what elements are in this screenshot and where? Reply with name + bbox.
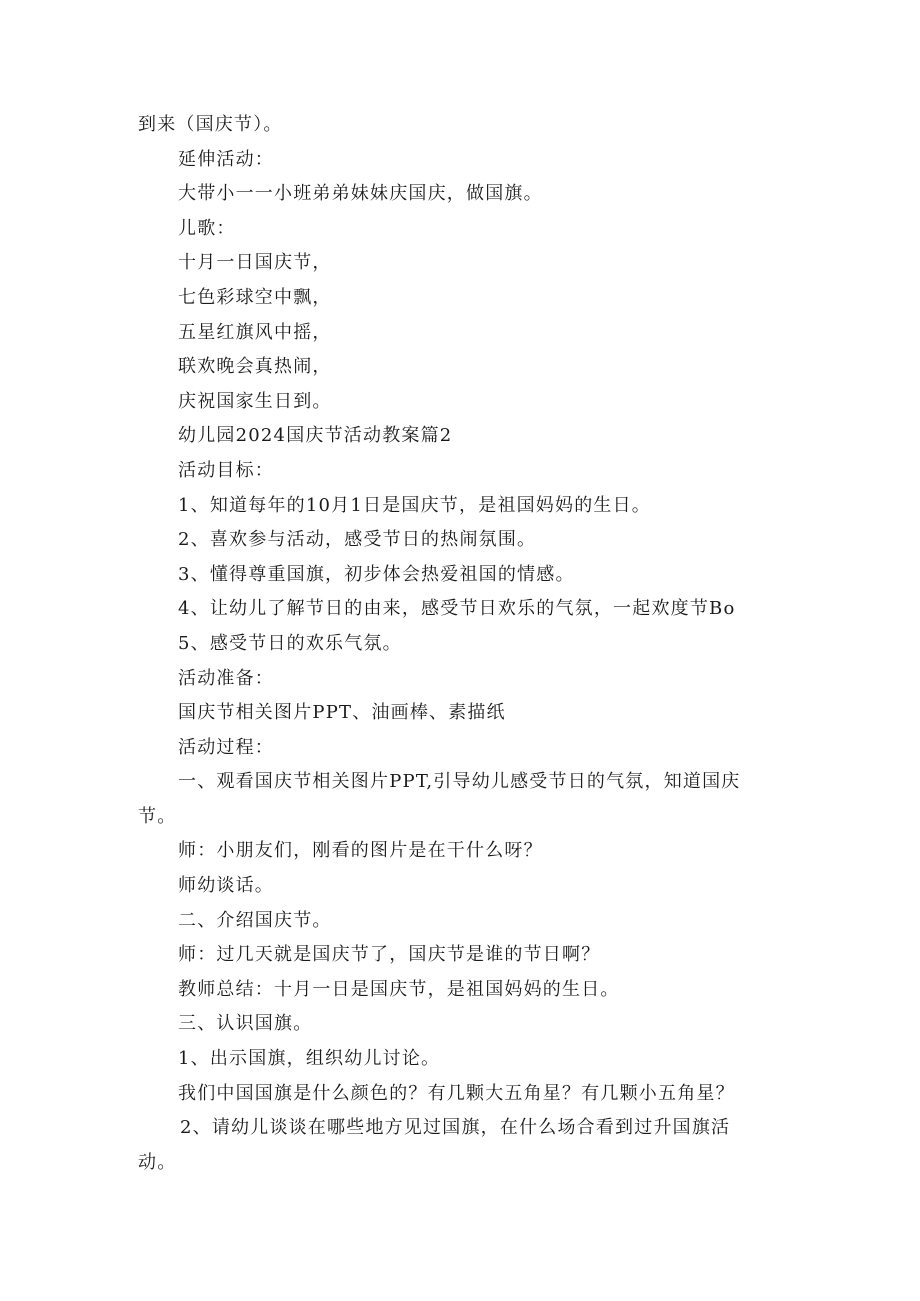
list-item: 2、请幼儿谈谈在哪些地方见过国旗，在什么场合看到过升国旗活 xyxy=(180,1117,731,1139)
list-item: 4、让幼儿了解节日的由来，感受节日欢乐的气氛，一起欢度节Bo xyxy=(178,598,736,620)
paragraph-line: 我们中国国旗是什么颜色的？有几颗大五角星？有几颗小五角星？ xyxy=(178,1082,735,1104)
document-body xyxy=(0,108,920,1180)
section-heading: 延伸活动： xyxy=(178,148,274,170)
article-title: 幼儿园2024国庆节活动教案篇2 xyxy=(178,425,453,447)
paragraph-line: 节。 xyxy=(138,805,177,827)
list-item: 1、知道每年的10月1日是国庆节，是祖国妈妈的生日。 xyxy=(178,494,652,516)
paragraph-line: 动。 xyxy=(138,1151,177,1173)
section-heading: 儿歌： xyxy=(178,217,236,239)
section-heading: 活动目标： xyxy=(178,459,274,481)
paragraph-line: 大带小一一小班弟弟妹妹庆国庆，做国旗。 xyxy=(178,183,543,205)
section-heading: 活动过程： xyxy=(178,736,274,758)
list-item: 3、懂得尊重国旗，初步体会热爱祖国的情感。 xyxy=(178,563,575,585)
poem-line: 庆祝国家生日到。 xyxy=(178,390,332,412)
poem-line: 五星红旗风中摇， xyxy=(178,321,332,343)
paragraph-line: 师：过几天就是国庆节了，国庆节是谁的节日啊？ xyxy=(178,944,601,966)
paragraph-line: 一、观看国庆节相关图片PPT,引导幼儿感受节日的气氛，知道国庆 xyxy=(178,771,741,793)
section-heading: 活动准备： xyxy=(178,667,274,689)
paragraph-line: 国庆节相关图片PPT、油画棒、素描纸 xyxy=(178,702,506,724)
list-item: 2、喜欢参与活动，感受节日的热闹氛围。 xyxy=(178,529,537,551)
paragraph-line: 师幼谈话。 xyxy=(178,875,274,897)
poem-line: 联欢晚会真热闹， xyxy=(178,356,332,378)
paragraph-line: 到来（国庆节）。 xyxy=(138,114,283,135)
paragraph-line: 教师总结：十月一日是国庆节，是祖国妈妈的生日。 xyxy=(178,978,620,1000)
list-item: 1、出示国旗，组织幼儿讨论。 xyxy=(178,1048,441,1070)
paragraph-line: 师：小朋友们，刚看的图片是在干什么呀？ xyxy=(178,840,543,862)
list-item: 5、感受节日的欢乐气氛。 xyxy=(178,632,402,654)
poem-line: 七色彩球空中飘， xyxy=(178,286,332,308)
poem-line: 十月一日国庆节， xyxy=(178,252,332,274)
section-heading: 三、认识国旗。 xyxy=(178,1013,313,1035)
section-heading: 二、介绍国庆节。 xyxy=(178,909,332,931)
